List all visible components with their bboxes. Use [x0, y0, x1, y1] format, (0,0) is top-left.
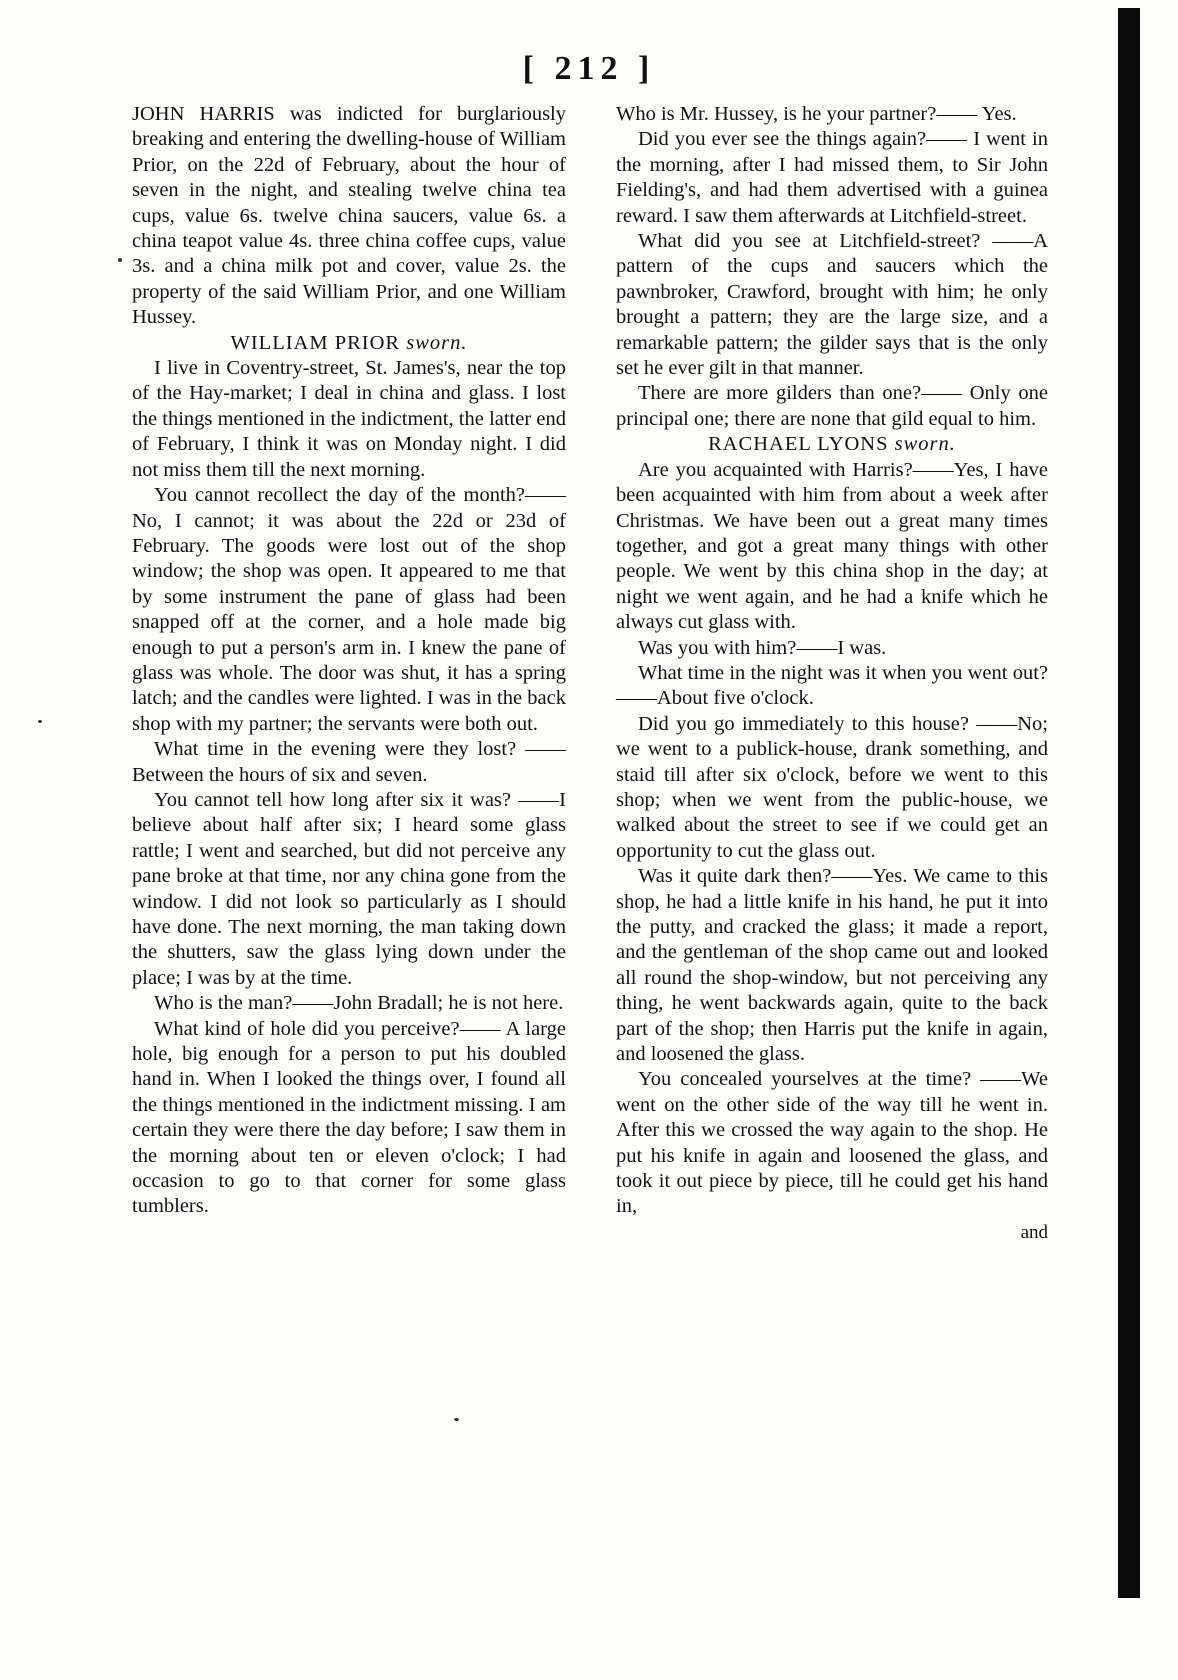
- testimony-paragraph: You concealed yourselves at the time? ——We went on the other side of the way till he went in. After this we crossed the way again to the shop. He put his knife in again and loosened the glass, and took it out piece by piece, till he could get his hand in,: [616, 1068, 1048, 1218]
- testimony-paragraph: Are you acquainted with Harris?——Yes, I have been acquainted with him from about a week after Christmas. We have been out a great many times together, and got a great many things with other people. We went by this china shop in the day; at night we went again, and he had a knife which he always cut glass with.: [616, 458, 1048, 634]
- indictment-paragraph: JOHN HARRIS was indicted for burglariously breaking and entering the dwelling-house of William Prior, on the 22d of February, about the hour of seven in the night, and stealing twelve china tea cups, value 6s. twelve china saucers, value 6s. a china teapot value 4s. three china coffee cups, value 3s. and a china milk pot and cover, value 2s. the property of the said William Prior, and one William Hussey.: [132, 103, 566, 329]
- scan-edge-shadow: [1118, 8, 1140, 1598]
- scan-speck: [454, 1418, 459, 1421]
- catchword: and: [1020, 1221, 1048, 1243]
- scan-speck: [38, 720, 42, 723]
- witness-name: WILLIAM PRIOR: [230, 331, 401, 354]
- left-column: [132, 102, 566, 1220]
- witness-heading: [132, 331, 566, 356]
- testimony-paragraph: I live in Coventry-street, St. James's, near the top of the Hay-market; I deal in china and glass. I lost the things mentioned in the indictment, the latter end of February, I think it was on Monday night. I did not miss them till the next morning.: [132, 357, 566, 481]
- testimony-paragraph: Who is Mr. Hussey, is he your partner?—— Yes.: [616, 103, 1017, 125]
- testimony-paragraph: Was you with him?——I was.: [638, 636, 887, 659]
- testimony-paragraph: Was it quite dark then?——Yes. We came to this shop, he had a little knife in his hand, he put it into the putty, and cracked the glass; it made a report, and the gentleman of the shop came out and looked all round the shop-window, but not perceiving any thing, he went backwards again, quite to the back part of the shop; then Harris put the knife in again, and loosened the glass.: [616, 865, 1048, 1066]
- witness-name: RACHAEL LYONS: [708, 433, 889, 456]
- testimony-paragraph: You cannot tell how long after six it was? ——I believe about half after six; I heard some glass rattle; I went and searched, but did not perceive any pane broke at that time, nor any china gone from the window. I did not look so particularly as I should have done. The next morning, the man taking down the shutters, saw the glass lying down under the place; I was by at the time.: [132, 788, 566, 989]
- testimony-paragraph: What time in the evening were they lost? ——Between the hours of six and seven.: [132, 738, 566, 786]
- testimony-paragraph: Who is the man?——John Bradall; he is not here.: [154, 992, 564, 1015]
- right-column: [616, 102, 1048, 1245]
- testimony-paragraph: What did you see at Litchfield-street? ——A pattern of the cups and saucers which the pawnbroker, Crawford, brought with him; he only brought a pattern; they are the large size, and a remarkable pattern; the gilder says that is the only set he ever gilt in that manner.: [616, 230, 1048, 380]
- testimony-paragraph: What kind of hole did you perceive?—— A large hole, big enough for a person to put his doubled hand in. When I looked the things over, I found all the things mentioned in the indictment missing. I am certain they were there the day before; I saw them in the morning about ten or eleven o'clock; I had occasion to go to that corner for some glass tumblers.: [132, 1017, 566, 1218]
- testimony-paragraph: There are more gilders than one?—— Only one principal one; there are none that gild equal to him.: [616, 382, 1048, 430]
- scan-speck: [118, 258, 122, 262]
- testimony-paragraph: What time in the night was it when you went out?——About five o'clock.: [616, 661, 1048, 710]
- sworn-label: sworn.: [894, 433, 956, 456]
- testimony-paragraph: Did you go immediately to this house? ——No; we went to a publick-house, drank something, and staid till after six o'clock, before we went to this shop; when we went from the public-house, we walked about the street to see if we could get an opportunity to cut the glass out.: [616, 712, 1048, 862]
- witness-heading: [616, 432, 1048, 457]
- sworn-label: sworn.: [406, 331, 468, 354]
- testimony-paragraph: You cannot recollect the day of the month?——No, I cannot; it was about the 22d or 23d of February. The goods were lost out of the shop window; the shop was open. It appeared to me that by some instrument the pane of glass had been snapped off at the corner, and a hole made big enough to put a person's arm in. I knew the pane of glass was whole. The door was shut, it has a spring latch; and the candles were lighted. I was in the back shop with my partner; the servants were both out.: [132, 484, 566, 735]
- page-number: [ 212 ]: [522, 50, 656, 87]
- testimony-paragraph: Did you ever see the things again?—— I went in the morning, after I had missed them, to Sir John Fielding's, and had them advertised with a guinea reward. I saw them afterwards at Litchfield-street.: [616, 128, 1048, 227]
